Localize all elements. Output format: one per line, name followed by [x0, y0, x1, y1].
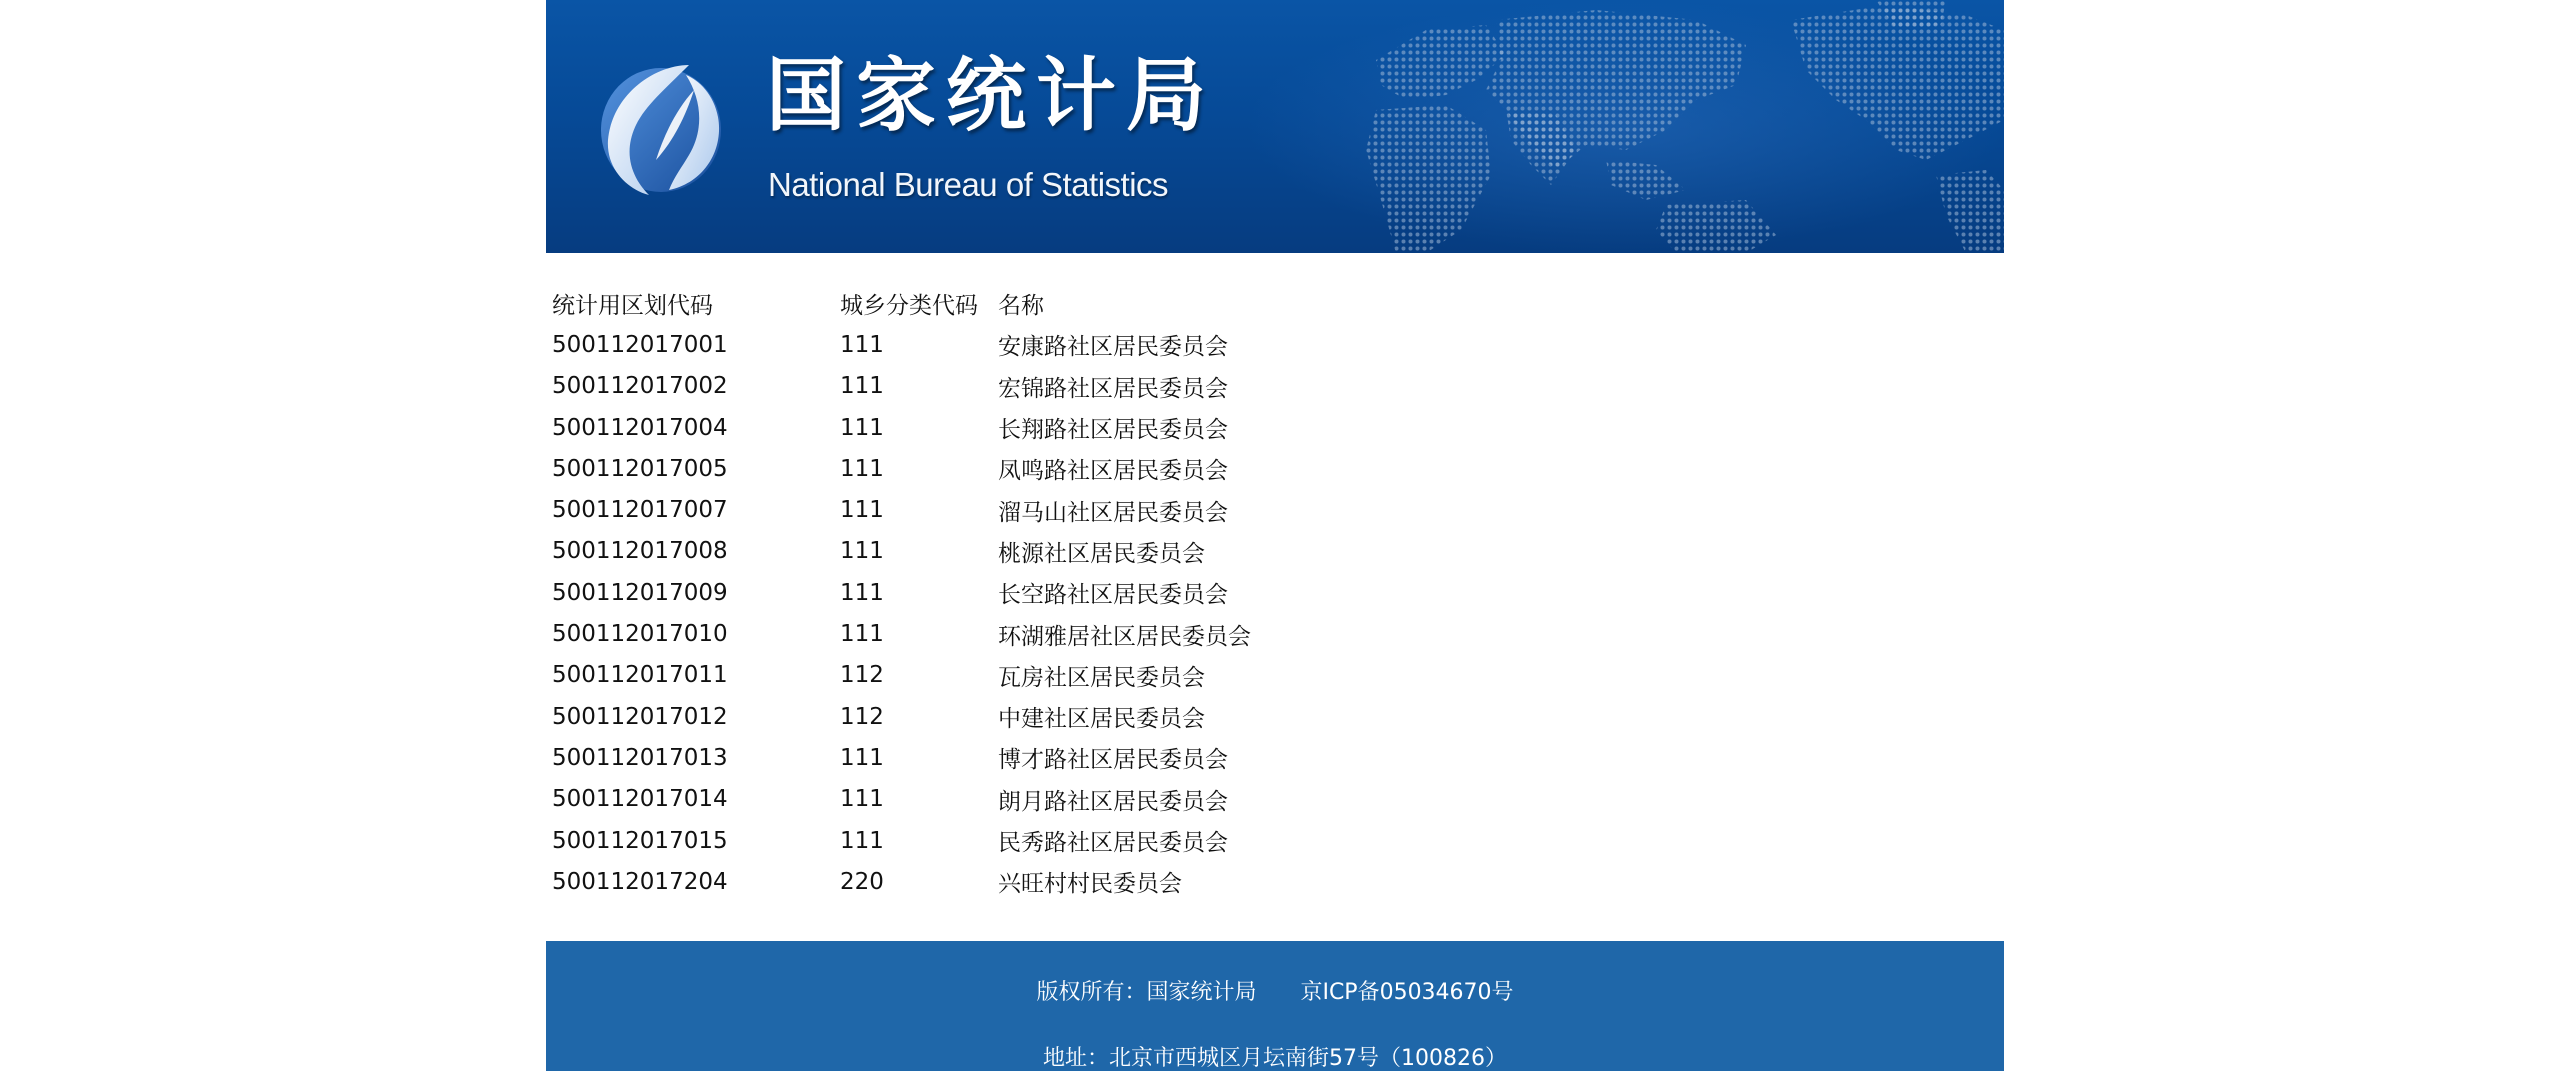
urban-rural-code-cell: 111 [840, 455, 884, 482]
table-row [552, 531, 1992, 572]
urban-rural-code-cell: 111 [840, 373, 884, 400]
table-row [552, 696, 1992, 737]
urban-rural-code-cell: 112 [840, 703, 884, 730]
division-code-cell: 500112017008 [552, 538, 728, 565]
urban-rural-code-cell: 111 [840, 331, 884, 358]
division-code-cell: 500112017009 [552, 579, 728, 606]
copyright-text: 版权所有：国家统计局 [1036, 980, 1257, 1005]
table-row [552, 572, 1992, 613]
division-code-cell: 500112017014 [552, 786, 728, 813]
table-row [552, 655, 1992, 696]
name-cell: 博才路社区居民委员会 [998, 747, 1228, 774]
name-cell: 宏锦路社区居民委员会 [998, 375, 1228, 402]
page [546, 0, 2004, 1071]
name-cell: 中建社区居民委员会 [998, 706, 1205, 733]
nbs-emblem-icon [594, 55, 729, 200]
name-cell: 民秀路社区居民委员会 [998, 830, 1228, 856]
name-cell: 环湖雅居社区居民委员会 [998, 623, 1251, 650]
site-title-cn: 国家统计局 [766, 49, 1216, 142]
table-row [552, 324, 1992, 365]
table-row [552, 407, 1992, 448]
name-cell: 凤鸣路社区居民委员会 [998, 458, 1228, 485]
division-code-cell: 500112017010 [552, 621, 728, 648]
table-row [552, 489, 1992, 530]
table-row [552, 737, 1992, 778]
site-title-en: National Bureau of Statistics [768, 166, 1169, 203]
header-division-code: 统计用区划代码 [552, 293, 713, 320]
name-cell: 安康路社区居民委员会 [998, 334, 1228, 361]
world-map-icon [546, 0, 2004, 253]
urban-rural-code-cell: 111 [840, 744, 884, 771]
table-row [552, 820, 1992, 861]
table-header-row [552, 283, 1992, 324]
name-cell: 兴旺村村民委员会 [998, 871, 1182, 898]
name-cell: 长空路社区居民委员会 [998, 582, 1228, 609]
table-row [552, 861, 1992, 902]
division-code-cell: 500112017013 [552, 744, 728, 771]
footer [546, 941, 2004, 1071]
header-urban-rural-code: 城乡分类代码 [840, 293, 978, 320]
division-code-cell: 500112017002 [552, 373, 728, 400]
urban-rural-code-cell: 111 [840, 414, 884, 441]
name-cell: 桃源社区居民委员会 [998, 540, 1205, 567]
division-code-cell: 500112017005 [552, 455, 728, 482]
urban-rural-code-cell: 112 [840, 662, 884, 689]
name-cell: 朗月路社区居民委员会 [998, 788, 1228, 815]
table-row [552, 613, 1992, 654]
table-row [552, 448, 1992, 489]
name-cell: 溜马山社区居民委员会 [998, 499, 1228, 526]
urban-rural-code-cell: 111 [840, 621, 884, 648]
division-code-cell: 500112017004 [552, 414, 728, 441]
division-code-cell: 500112017204 [552, 868, 728, 895]
icp-link[interactable]: 京ICP备05034670号 [1300, 980, 1514, 1005]
header-banner [546, 0, 2004, 253]
footer-address: 地址：北京市西城区月坛南街57号（100826） [1043, 1046, 1507, 1071]
division-code-table [552, 283, 1992, 902]
division-code-cell: 500112017001 [552, 331, 728, 358]
division-code-cell: 500112017015 [552, 827, 728, 854]
urban-rural-code-cell: 111 [840, 497, 884, 524]
name-cell: 长翔路社区居民委员会 [998, 417, 1228, 444]
division-code-cell: 500112017011 [552, 662, 728, 689]
table-row [552, 779, 1992, 820]
table-row [552, 366, 1992, 407]
footer-copyright-line [546, 975, 2004, 1006]
urban-rural-code-cell: 220 [840, 868, 884, 895]
header-name: 名称 [998, 293, 1044, 320]
urban-rural-code-cell: 111 [840, 538, 884, 565]
urban-rural-code-cell: 111 [840, 579, 884, 606]
division-code-cell: 500112017007 [552, 497, 728, 524]
division-code-cell: 500112017012 [552, 703, 728, 730]
urban-rural-code-cell: 111 [840, 786, 884, 813]
urban-rural-code-cell: 111 [840, 827, 884, 854]
name-cell: 瓦房社区居民委员会 [998, 664, 1205, 691]
